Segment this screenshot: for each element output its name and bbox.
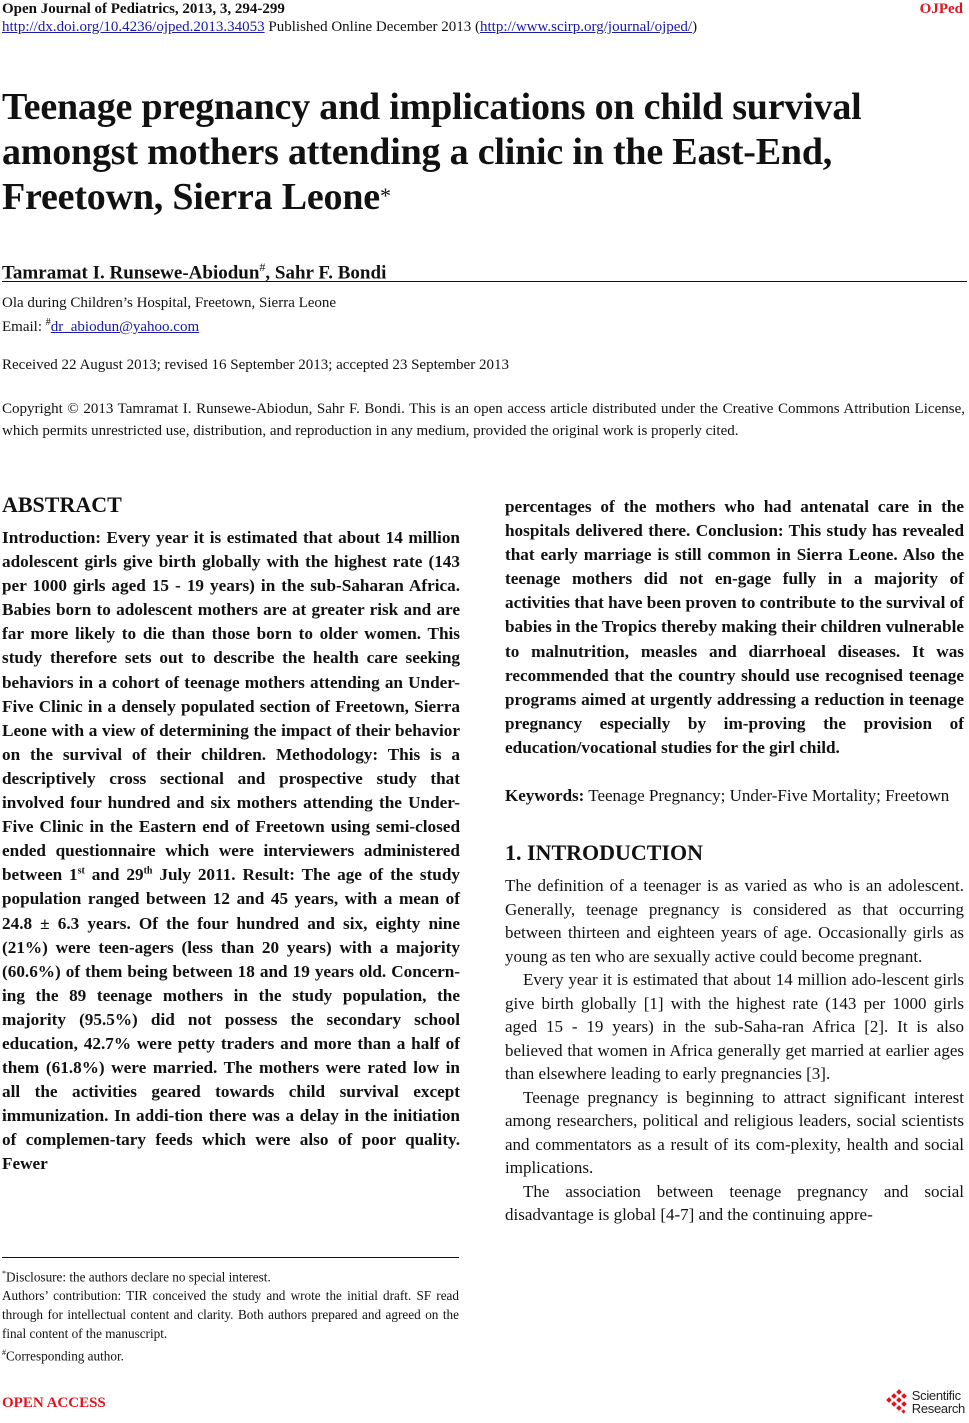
journal-abbreviation: OJPed [919, 1, 963, 17]
footnote-contribution: Authors’ contribution: TIR conceived the study and wrote the initial draft. SF read through for intellectual content and clarity. Both authors prepared and agreed on the final content of the manuscript. [2, 1288, 459, 1342]
title-line-3: Freetown, Sierra Leone [2, 176, 380, 218]
ordinal-sup-1: st [77, 865, 85, 877]
author-separator: , [265, 262, 275, 284]
title-footnote-mark: * [379, 183, 391, 208]
disclosure-text: Disclosure: the authors declare no special interest. [6, 1269, 271, 1285]
open-access-label: OPEN ACCESS [2, 1395, 106, 1411]
right-column [505, 495, 964, 1227]
footnote-disclosure [2, 1264, 459, 1286]
email-line [2, 313, 199, 337]
author-2: Sahr F. Bondi [274, 262, 387, 284]
journal-url-link[interactable]: http://www.scirp.org/journal/ojped/ [480, 19, 693, 35]
author-1: Tamramat I. Runsewe-Abiodun [2, 262, 260, 284]
corresponding-text: Corresponding author. [6, 1348, 124, 1364]
abstract-heading: ABSTRACT [2, 492, 122, 517]
doi-line [2, 18, 697, 37]
journal-citation: Open Journal of Pediatrics, 2013, 3, 294-299 [2, 1, 285, 17]
left-column [2, 490, 460, 1177]
intro-paragraph-4: The association between teenage pregnancy and social disadvantage is global [4-7] and the continuing appre- [505, 1181, 964, 1225]
footnote-corresponding [2, 1343, 459, 1365]
keywords [505, 784, 964, 808]
publisher-name [912, 1389, 965, 1415]
publisher-line-2: Research [911, 1401, 965, 1416]
footnotes [2, 1264, 459, 1366]
copyright-notice: Copyright © 2013 Tamramat I. Runsewe-Abiodun, Sahr F. Bondi. This is an open access article distributed under the Creative Commons Attribution License, which permits unrestricted use, distribution, and reproduction in any medium, provided the original work is properly cited. [2, 401, 965, 439]
email-label: Email: [2, 319, 46, 335]
doi-link[interactable]: http://dx.doi.org/10.4236/ojped.2013.34053 [2, 19, 265, 35]
received-dates: Received 22 August 2013; revised 16 September 2013; accepted 23 September 2013 [2, 357, 509, 373]
diamond-cluster-icon [883, 1389, 909, 1415]
author-divider [2, 281, 967, 282]
email-link[interactable]: dr_abiodun@yahoo.com [50, 319, 200, 335]
author-1-mark: # [259, 260, 266, 274]
intro-paragraph-2: Every year it is estimated that about 14 million ado-lescent girls give birth globally [1] with the highest rate (143 per 1000 girls aged 15 - 19 years) in the sub-Saha-ran Africa [2]. It is also believed that women in Africa generally get married at earlier ages than elsewhere leading to early pregnancies [3]. [505, 970, 964, 1084]
footnote-mark-hash: # [2, 1348, 6, 1358]
intro-paragraph-1: The definition of a teenager is as varied as who is an adolescent. Generally, teenage pregnancy is considered as that occurring between thirteen and eighteen years of age. Occasionally girls as young as ten who are sexually active could become pregnant. [505, 876, 964, 966]
ordinal-sup-2: th [143, 865, 153, 877]
abstract-text [2, 526, 460, 1177]
title-line-1: Teenage pregnancy and implications on child survival [2, 86, 862, 128]
article-title [2, 85, 952, 220]
published-close: ) [692, 19, 698, 35]
affiliation: Ola during Children’s Hospital, Freetown, Sierra Leone [2, 295, 337, 311]
abstract-part-3: July 2011. Result: The age of the study population ranged between 12 and 45 years, with a mean of 24.8 ± 6.3 years. Of the four hundred and six, eighty nine (21%) were teen-agers (less than 20 years) with a majority (60.6%) of them being between 18 and 19 years old. Concern-ing the 89 teenage mothers in the study population, the majority (95.5%) did not possess the secondary school education, 42.7% were petty traders and more than a half of them (61.8%) were married. The mothers were rated low in all the activities geared towards child survival except immunization. In addi-tion there was a delay in the initiation of complemen-tary feeds which were also of poor quality. Fewer [2, 865, 461, 1174]
title-line-2: amongst mothers attending a clinic in the East-End, [2, 131, 833, 173]
keywords-values: Teenage Pregnancy; Under-Five Mortality; Freetown [584, 786, 950, 806]
abstract-continued: percentages of the mothers who had antenatal care in the hospitals delivered there. Conclusion: This study has revealed that early marriage is still common in Sierra Leone. Also the teenage mothers did not en-gage fully in a majority of activities that have been proven to contribute to the survival of babies in the Tropics thereby making their children vulnerable to malnutrition, measles and diarrhoeal diseases. It was recommended that the country should use recognised teenage programs aimed at urgently addressing a reduction in teenage pregnancy especially by im-proving the provision of education/vocational studies for the girl child. [505, 497, 964, 757]
footnote-mark-asterisk: * [2, 1269, 6, 1278]
introduction-heading: 1. INTRODUCTION [505, 840, 704, 866]
publisher-logo [883, 1389, 965, 1415]
abstract-part-1: Introduction: Every year it is estimated that about 14 million adolescent girls give birth globally with the highest rate (143 per 1000 girls aged 15 - 19 years) in the sub-Saharan Africa. Babies born to adolescent mothers are at greater risk and are far more likely to die than those born to older women. This study therefore sets out to describe the health care seeking behaviors in a cohort of teenage mothers attending an Under-Five Clinic in a densely populated section of Freetown, Sierra Leone with a view of determining the impact of their behavior on the survival of their children. Methodology: This is a descriptively cross sectional and prospective study that involved four hundred and six mothers attending the Under-Five Clinic in the Eastern end of Freetown using semi-closed ended questionnaire which were interviewers administered between 1 [2, 528, 460, 885]
abstract-part-2: and 29 [84, 865, 144, 885]
intro-paragraph-3: Teenage pregnancy is beginning to attract significant interest among researchers, political and religious leaders, social scientists and commentators as a result of its com-plexity, health and social implications. [505, 1087, 964, 1178]
published-text: Published Online December 2013 ( [264, 19, 481, 35]
footnote-divider [2, 1257, 459, 1258]
keywords-label: Keywords: [505, 786, 585, 806]
email-mark: # [45, 317, 51, 328]
publisher-line-1: Scientific [911, 1388, 961, 1403]
